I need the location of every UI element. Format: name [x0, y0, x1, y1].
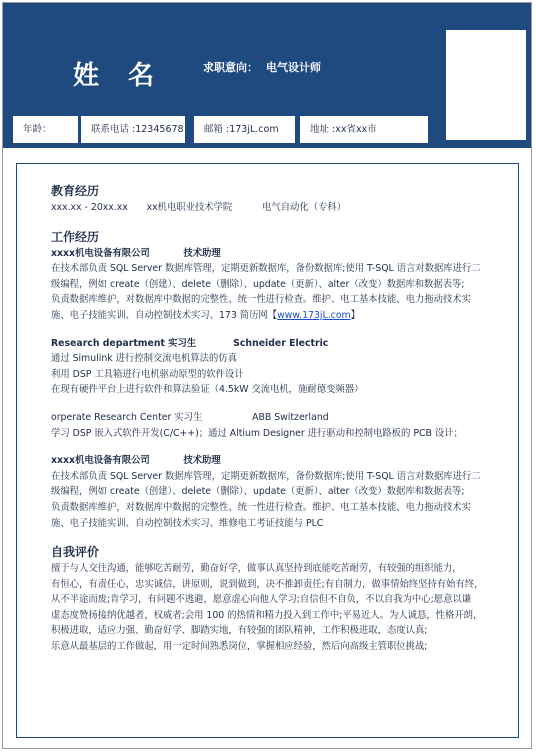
resume-content [51, 182, 491, 655]
job4-position: 技术助理 [183, 455, 221, 467]
candidate-name: 姓 名 [73, 61, 165, 91]
email-field: 邮箱 :173jL.com [194, 116, 295, 143]
job2-header [51, 336, 489, 352]
job-intent [203, 59, 321, 75]
job3-employer: ABB Switzerland [252, 411, 329, 423]
job4-line: 在技术部负责 SQL Server 数据库管理，定期更新数据库，备份数据库;使用 T-SQL 语言对数据库进行二 [51, 470, 481, 482]
education-school: xx机电职业技术学院 [146, 202, 233, 213]
header-banner [3, 3, 531, 148]
address-field: 地址 :xx省xx市 [300, 116, 428, 143]
job1-line-last [51, 308, 489, 324]
education-major: 电气自动化（专科） [262, 202, 347, 213]
job1-line-tail: 】 [350, 309, 360, 321]
job3-company: orperate Research Center 实习生 [51, 411, 203, 423]
job3-header [51, 410, 489, 426]
website-link[interactable]: www.173jL.com [277, 309, 351, 321]
job2-line: 通过 Simulink 进行控制交流电机算法的仿真 [51, 353, 237, 365]
job2-line: 在现有硬件平台上进行软件和算法验证（4.5kW 交流电机，施耐德变频器） [51, 384, 364, 396]
job1-line-text: 施、电子技能实训、自动控制技术实习、173 简历网【 [51, 309, 278, 321]
work-title: 工作经历 [51, 229, 100, 244]
self-eval-line: 擅于与人交往沟通，能够吃苦耐劳，勤奋好学，做事认真坚持到底能吃苦耐劳，有较强的组织能力， [51, 563, 462, 575]
job1-line: 负责数据库维护，对数据库中数据的完整性、统一性进行检查。维护、电工基本技能、电力拖动技术实 [51, 294, 471, 306]
job-intent-label: 求职意向： [203, 61, 258, 74]
job1-line: 级编程，例如 create（创建）、delete（删除）、update（更新）、alter（改变）数据库和数据表等; [51, 278, 465, 290]
job1-company: xxxx机电设备有限公司 [51, 247, 150, 259]
self-eval-line: 有恒心，有责任心，忠实诚信，讲原则，说到做到，决不推卸责任;有自制力，做事情始终坚持有始有终， [51, 578, 484, 590]
self-eval-line: 乐意从最基层的工作做起，用一定时间熟悉岗位，掌握相应经验，然后向高级主管职位挑战; [51, 641, 428, 653]
job2-line: 利用 DSP 工具箱进行电机驱动原型的软件设计 [51, 368, 244, 380]
job1-header [51, 246, 489, 262]
job1-line: 在技术部负责 SQL Server 数据库管理，定期更新数据库，备份数据库;使用 T-SQL 语言对数据库进行二 [51, 263, 481, 275]
job4-line: 级编程，例如 create（创建）、delete（删除）、update（更新）、alter（改变）数据库和数据表等; [51, 486, 465, 498]
job4-company: xxxx机电设备有限公司 [51, 455, 150, 467]
age-field: 年龄： [13, 116, 78, 143]
education-line [51, 200, 489, 216]
self-eval-line: 虚态度赞扬接纳优越者，权威者;会用 100 的热情和精力投入到工作中;平易近人。为人诚恳，性格开朗， [51, 609, 483, 621]
education-period: xxx.xx - 20xx.xx [51, 202, 128, 213]
job3-line: 学习 DSP 嵌入式软件开发(C/C++)；通过 Altium Designer 进行驱动和控制电路板的 PCB 设计； [51, 427, 463, 439]
job-intent-value: 电气设计师 [266, 61, 321, 74]
self-eval-title: 自我评价 [51, 545, 100, 560]
job4-header [51, 453, 489, 469]
self-eval-line: 从不半途而废;肯学习，有问题不逃避，愿意虚心向他人学习;自信但不自负，不以自我为中心;愿意以谦 [51, 594, 472, 606]
job4-line: 负责数据库维护，对数据库中数据的完整性、统一性进行检查。维护、电工基本技能、电力拖动技术实 [51, 501, 471, 513]
job2-employer: Schneider Electric [233, 337, 329, 349]
phone-field: 联系电话 :12345678 [81, 116, 185, 143]
job1-position: 技术助理 [183, 247, 221, 259]
job4-line: 施、电子技能实训、自动控制技术实习、维修电工考证技能与 PLC [51, 517, 324, 529]
self-eval-line: 积极进取，适应力强、勤奋好学、脚踏实地，有较强的团队精神，工作积极进取，态度认真; [51, 625, 428, 637]
photo-placeholder [446, 30, 526, 140]
education-title: 教育经历 [51, 184, 100, 198]
job2-company: Research department 实习生 [51, 337, 197, 349]
